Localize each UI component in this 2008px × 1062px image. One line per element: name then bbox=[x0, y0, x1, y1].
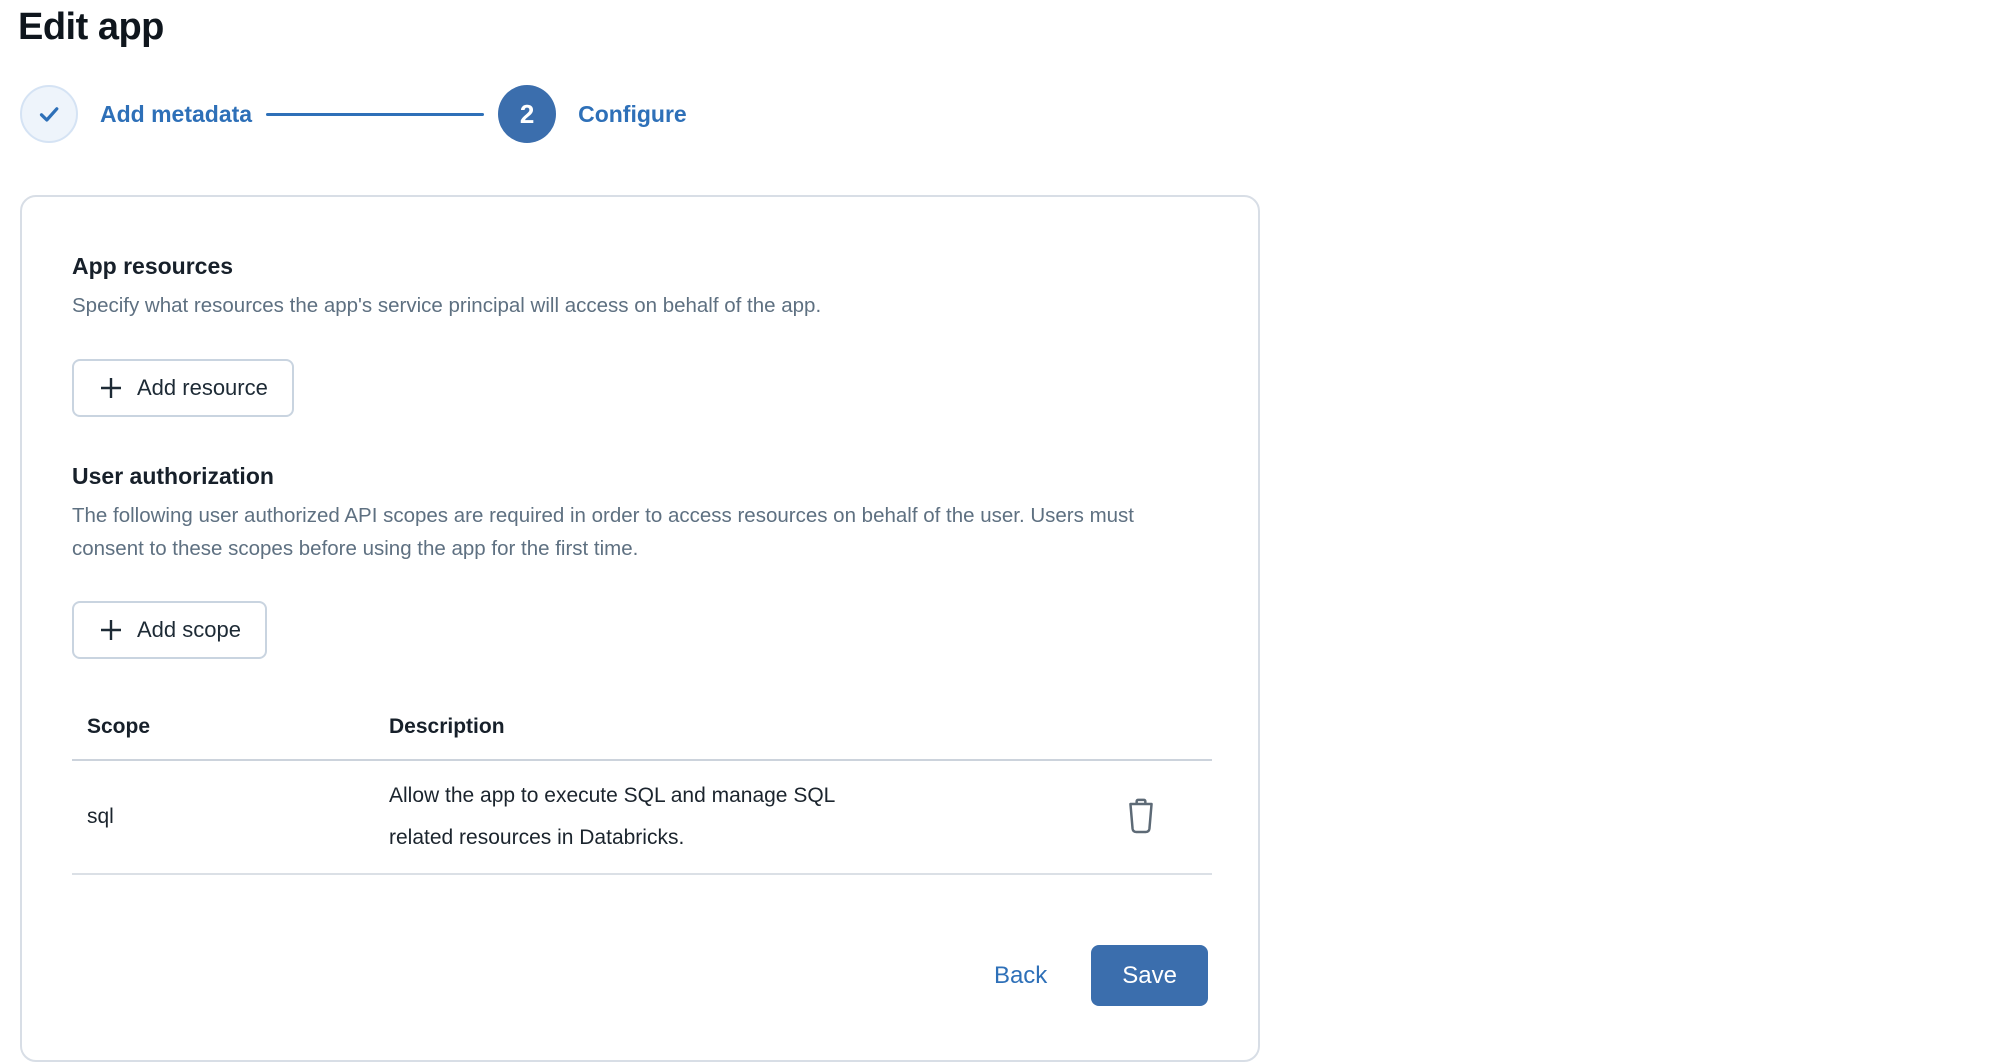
column-header-description: Description bbox=[389, 715, 505, 739]
app-resources-section bbox=[72, 253, 1208, 417]
actions-cell bbox=[1122, 780, 1212, 854]
step-number: 2 bbox=[519, 98, 535, 129]
add-scope-button[interactable] bbox=[72, 601, 267, 659]
step-add-metadata[interactable] bbox=[20, 85, 252, 143]
user-authorization-heading: User authorization bbox=[72, 462, 274, 489]
step-label-add-metadata: Add metadata bbox=[100, 100, 253, 127]
wizard-stepper bbox=[20, 85, 2008, 143]
step-completed-circle bbox=[20, 85, 78, 143]
plus-icon bbox=[98, 617, 124, 643]
column-header-actions bbox=[1122, 711, 1212, 735]
step-label-configure: Configure bbox=[578, 100, 687, 127]
add-scope-label: Add scope bbox=[137, 617, 241, 643]
scopes-table-header bbox=[72, 711, 1212, 761]
back-button[interactable]: Back bbox=[993, 961, 1048, 989]
user-authorization-description: The following user authorized API scopes are required in order to access resources on behalf of the user. Users must consent to these scopes before using the app for the first time. bbox=[72, 503, 1134, 560]
save-button[interactable]: Save bbox=[1091, 945, 1208, 1006]
column-header-scope: Scope bbox=[87, 715, 151, 739]
configure-card bbox=[20, 195, 1260, 1062]
step-configure[interactable] bbox=[498, 85, 687, 143]
page-title: Edit app bbox=[18, 6, 164, 48]
delete-scope-button[interactable] bbox=[1122, 794, 1160, 838]
add-resource-button[interactable] bbox=[72, 359, 294, 417]
step-number-circle bbox=[498, 85, 556, 143]
plus-icon bbox=[98, 375, 124, 401]
user-authorization-section bbox=[72, 463, 1208, 660]
trash-icon bbox=[1126, 798, 1156, 834]
add-resource-label: Add resource bbox=[137, 374, 268, 400]
description-cell: Allow the app to execute SQL and manage SQL related resources in Databricks. bbox=[389, 784, 835, 850]
app-resources-heading: App resources bbox=[72, 253, 234, 279]
check-icon bbox=[34, 99, 64, 129]
stepper-connector-line bbox=[266, 113, 484, 116]
scope-cell: sql bbox=[87, 805, 114, 829]
app-resources-description: Specify what resources the app's service principal will access on behalf of the app. bbox=[72, 294, 822, 317]
table-row bbox=[72, 761, 1212, 875]
card-footer bbox=[72, 945, 1208, 1006]
scopes-table bbox=[72, 711, 1212, 875]
